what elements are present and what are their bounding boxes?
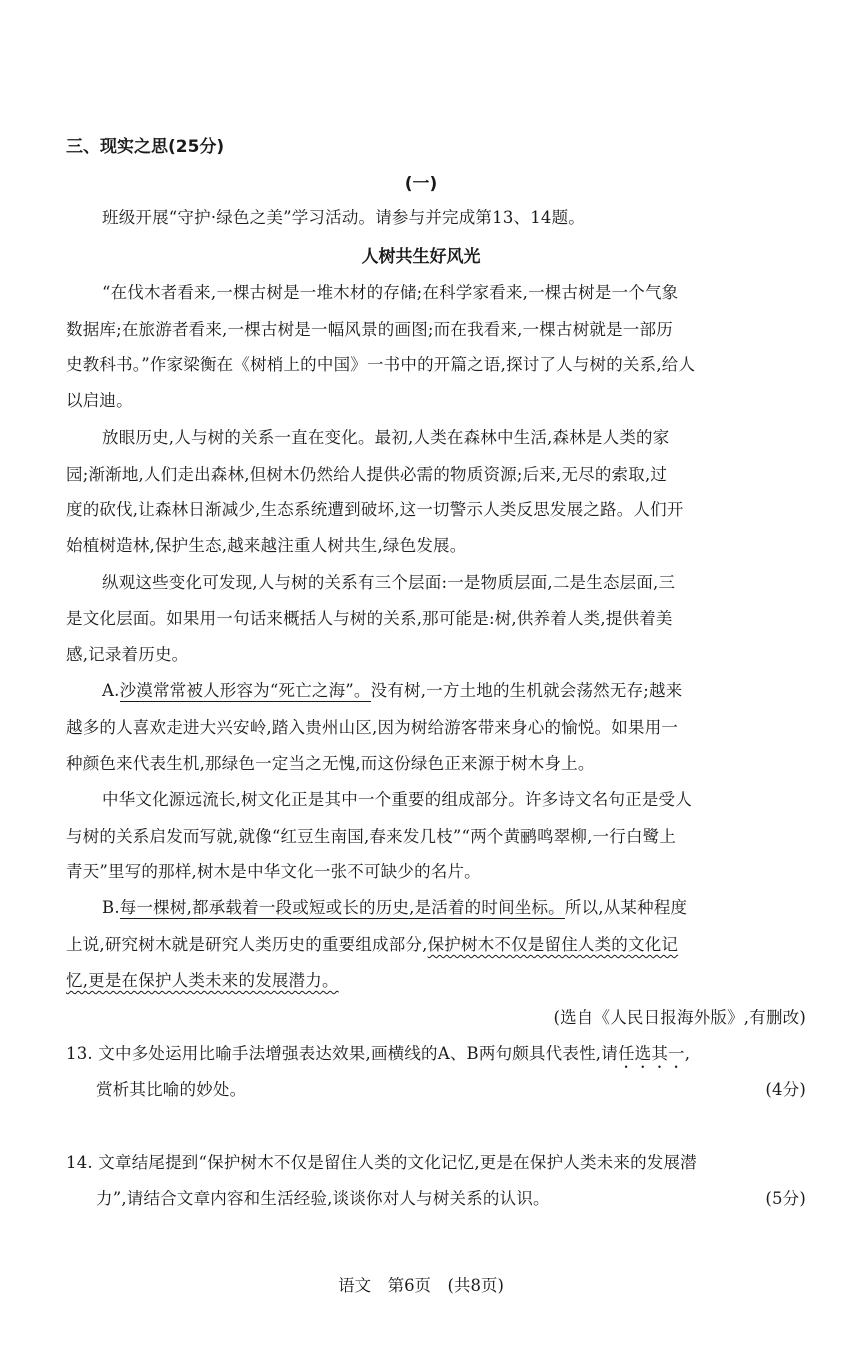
p6-line-2 xyxy=(66,935,678,955)
p4-line-1-rest: 没有树,一方土地的生机就会荡然无存;越来 xyxy=(370,681,683,700)
p6-line-3 xyxy=(66,971,339,991)
part-title: (一) xyxy=(404,174,438,194)
question-13-emphasis: 任选其一 xyxy=(617,1044,685,1063)
p2-line-1: 放眼历史,人与树的关系一直在变化。最初,人类在森林中生活,森林是人类的家 xyxy=(102,428,670,447)
question-13-score: (4分) xyxy=(765,1080,806,1099)
p6-line-1-rest: 所以,从某种程度 xyxy=(564,898,688,917)
sentence-a-underlined: 沙漠常常被人形容为“死亡之海”。 xyxy=(119,681,371,700)
p4-line-1 xyxy=(102,681,682,701)
sentence-b-label: B. xyxy=(102,898,120,917)
activity-intro: 班级开展“守护·绿色之美”学习活动。请参与并完成第13、14题。 xyxy=(102,208,586,227)
article-source: (选自《人民日报海外版》,有删改) xyxy=(553,1008,806,1027)
p1-line-3: 史教科书。”作家梁衡在《树梢上的中国》一书中的开篇之语,探讨了人与树的关系,给人 xyxy=(66,355,696,374)
p2-line-2: 园;渐渐地,人们走出森林,但树木仍然给人提供必需的物质资源;后来,无尽的索取,过 xyxy=(66,465,668,484)
question-14-score: (5分) xyxy=(765,1189,806,1208)
article-title: 人树共生好风光 xyxy=(361,247,481,267)
p2-line-3: 度的砍伐,让森林日渐减少,生态系统遭到破坏,这一切警示人类反思发展之路。人们开 xyxy=(66,500,684,519)
section-title: 三、现实之思(25分) xyxy=(66,137,225,157)
wavy-underlined-sentence-end: 忆,更是在保护人类未来的发展潜力。 xyxy=(66,971,339,990)
p4-line-3: 种颜色来代表生机,那绿色一定当之无愧,而这份绿色正来源于树木身上。 xyxy=(66,754,595,773)
question-13-comma: , xyxy=(684,1044,691,1063)
question-13-line-1 xyxy=(66,1044,690,1072)
p6-line-1 xyxy=(102,898,687,918)
p1-line-1: “在伐木者看来,一棵古树是一堆木材的存储;在科学家看来,一棵古树是一个气象 xyxy=(102,283,679,302)
p3-line-1: 纵观这些变化可发现,人与树的关系有三个层面:一是物质层面,二是生态层面,三 xyxy=(102,573,676,592)
question-14-line-2: 力”,请结合文章内容和生活经验,谈谈你对人与树关系的认识。 xyxy=(96,1189,550,1208)
question-13-line-2: 赏析其比喻的妙处。 xyxy=(96,1080,247,1099)
sentence-b-underlined: 每一棵树,都承载着一段或短或长的历史,是活着的时间坐标。 xyxy=(119,898,565,917)
p1-line-4: 以启迪。 xyxy=(66,391,133,410)
p4-line-2: 越多的人喜欢走进大兴安岭,踏入贵州山区,因为树给游客带来身心的愉悦。如果用一 xyxy=(66,718,679,737)
page-footer: 语文 第6页 (共8页) xyxy=(338,1276,504,1295)
p1-line-2: 数据库;在旅游者看来,一棵古树是一幅风景的画图;而在我看来,一棵古树就是一部历 xyxy=(66,320,673,339)
p3-line-3: 感,记录着历史。 xyxy=(66,645,189,664)
p6-line-2-plain: 上说,研究树木就是研究人类历史的重要组成部分, xyxy=(66,935,428,954)
p5-line-3: 青天”里写的那样,树木是中华文化一张不可缺少的名片。 xyxy=(66,862,481,881)
question-14-text: 文章结尾提到“保护树木不仅是留住人类的文化记忆,更是在保护人类未来的发展潜 xyxy=(98,1153,697,1172)
p5-line-1: 中华文化源远流长,树文化正是其中一个重要的组成部分。许多诗文名句正是受人 xyxy=(102,790,692,809)
question-14-number: 14. xyxy=(66,1153,93,1172)
wavy-underlined-sentence: 保护树木不仅是留住人类的文化记 xyxy=(427,935,679,954)
question-13-number: 13. xyxy=(66,1044,93,1063)
question-13-text: 文中多处运用比喻手法增强表达效果,画横线的A、B两句颇具代表性,请 xyxy=(98,1044,618,1063)
question-14-line-1 xyxy=(66,1153,697,1173)
p2-line-4: 始植树造林,保护生态,越来越注重人树共生,绿色发展。 xyxy=(66,536,467,555)
p3-line-2: 是文化层面。如果用一句话来概括人与树的关系,那可能是:树,供养着人类,提供着美 xyxy=(66,609,673,628)
p5-line-2: 与树的关系启发而写就,就像“红豆生南国,春来发几枝”“两个黄鹂鸣翠柳,一行白鹭上 xyxy=(66,827,677,846)
sentence-a-label: A. xyxy=(102,681,120,700)
